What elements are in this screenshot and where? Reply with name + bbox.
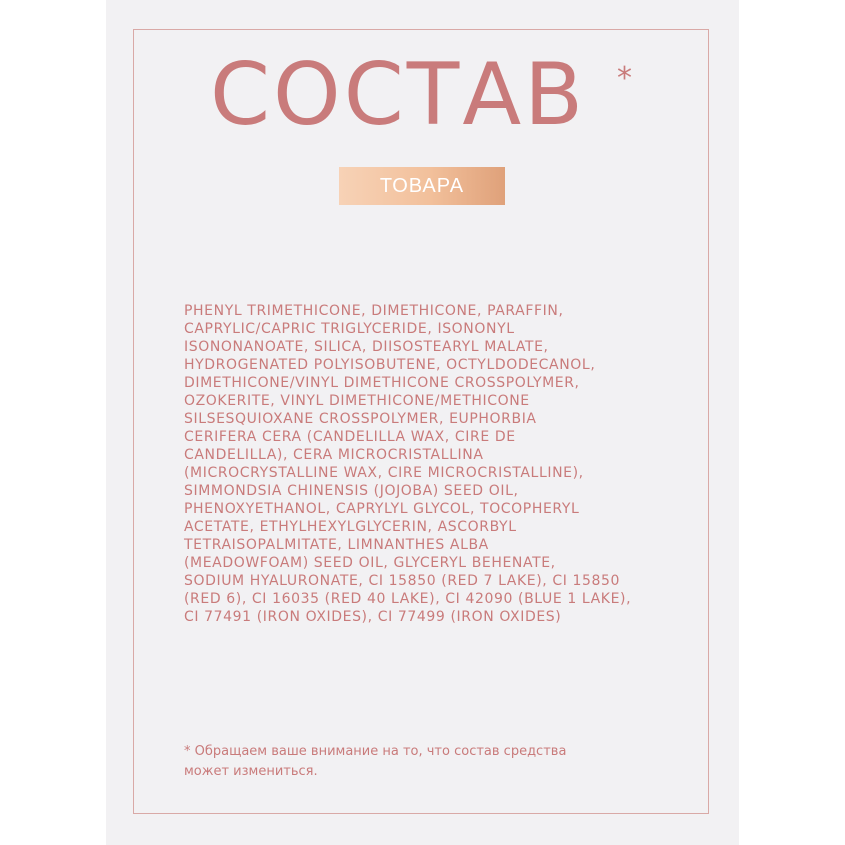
ingredients-line: ACETATE, ETHYLHEXYLGLYCERIN, ASCORBYL (184, 519, 517, 535)
ingredients-line: SODIUM HYALURONATE, CI 15850 (RED 7 LAKE), CI 15850 (184, 573, 621, 589)
page-title: СОСТАВ (210, 45, 587, 145)
disclaimer-line: может измениться. (184, 764, 318, 779)
ingredients-line: (MICROCRYSTALLINE WAX, CIRE MICROCRISTALLINE), (184, 465, 584, 481)
disclaimer-line: * Обращаем ваше внимание на то, что состав средства (184, 744, 567, 759)
ingredients-line: ISONONANOATE, SILICA, DIISOSTEARYL MALATE, (184, 339, 549, 355)
ingredients-line: HYDROGENATED POLYISOBUTENE, OCTYLDODECANOL, (184, 357, 596, 373)
ingredients-list (184, 302, 644, 626)
ingredients-line: CANDELILLA), CERA MICROCRISTALLINA (184, 447, 484, 463)
ingredients-line: PHENYL TRIMETHICONE, DIMETHICONE, PARAFFIN, (184, 303, 564, 319)
ingredients-line: OZOKERITE, VINYL DIMETHICONE/METHICONE (184, 393, 530, 409)
ingredients-line: SILSESQUIOXANE CROSSPOLYMER, EUPHORBIA (184, 411, 537, 427)
ingredients-line: (RED 6), CI 16035 (RED 40 LAKE), CI 42090 (BLUE 1 LAKE), (184, 591, 632, 607)
ingredients-line: PHENOXYETHANOL, CAPRYLYL GLYCOL, TOCOPHERYL (184, 501, 580, 517)
ingredients-line: DIMETHICONE/VINYL DIMETHICONE CROSSPOLYMER, (184, 375, 580, 391)
composition-card (106, 0, 739, 845)
ingredients-line: SIMMONDSIA CHINENSIS (JOJOBA) SEED OIL, (184, 483, 519, 499)
ingredients-line: CI 77491 (IRON OXIDES), CI 77499 (IRON OXIDES) (184, 609, 562, 625)
ingredients-line: CERIFERA CERA (CANDELILLA WAX, CIRE DE (184, 429, 516, 445)
ingredients-line: CAPRYLIC/CAPRIC TRIGLYCERIDE, ISONONYL (184, 321, 515, 337)
ingredients-line: TETRAISOPALMITATE, LIMNANTHES ALBA (184, 537, 489, 553)
ingredients-line: (MEADOWFOAM) SEED OIL, GLYCERYL BEHENATE, (184, 555, 556, 571)
subtitle-badge: ТОВАРА (339, 167, 505, 205)
title-asterisk: * (617, 61, 632, 96)
disclaimer-note (184, 742, 654, 782)
